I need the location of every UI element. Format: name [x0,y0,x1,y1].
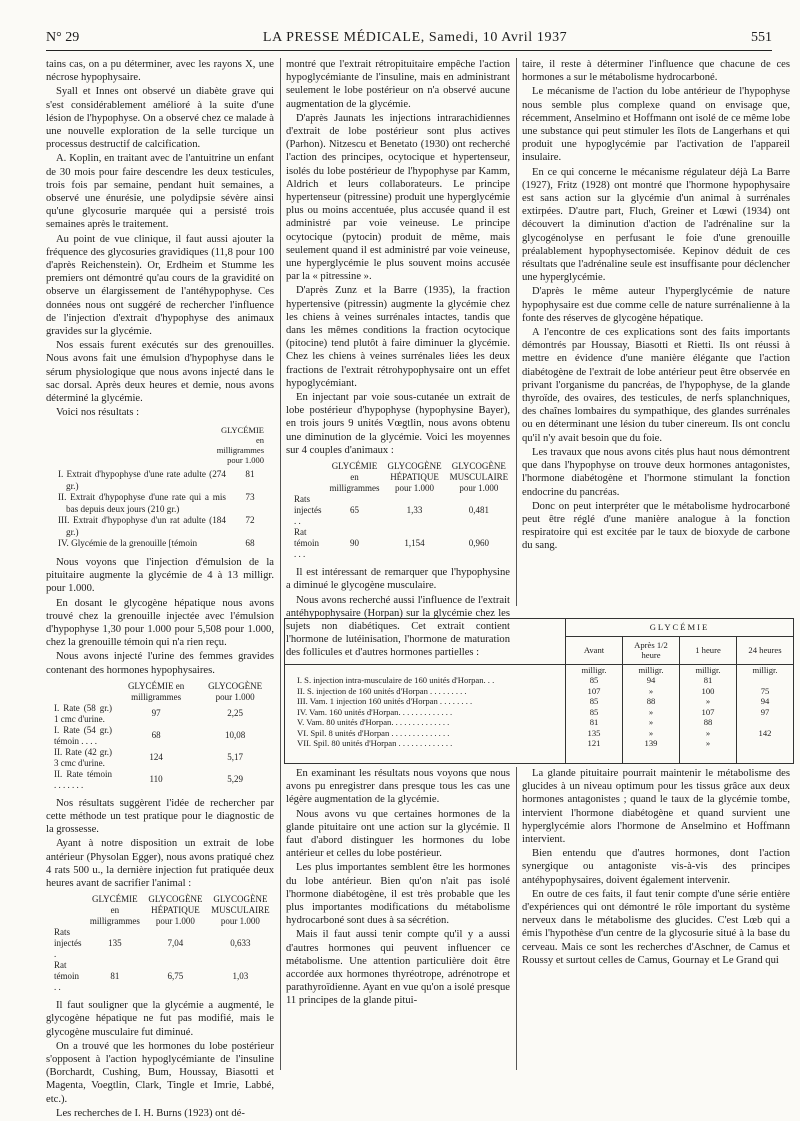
horpan-table: GLYCÉMIE Avant Après 1/2 heure 1 heure 24 heures milligr. milligr. milligr. milligr. I. S. injection intra-musculaire de 160 unités d'Horpan. . . 85 94 81 II. S. injection de 160 unités d'Horpan . . . . . . . . . 107 » 100 75 III. Vam. 1 injection 160 unités d'Horpan . . . . . . . . 85 88 » 94 IV. Vam. 160 unités d'Horpan. . . . . . . . . . . . . 85 » 107 97 V. Vam. 80 unités d'Horpan. . . . . . . . . . . . . . 81 » 88 VI. Spil. 8 unités d'Horpan . . . . . . . . . . . . . . 135 » » 142 VII. Spil. 80 unités d'Horpan . . . . . . . . . . . . . 121 139 » [284,618,794,764]
paragraph: Les plus importantes semblent être les hormones du lobe antérieur. Bien qu'on n'ait pas isolé l'hormone diabétogène, il est très probable que les plus importantes modifications du métabolisme hydrocarboné sont dues à sa sécrétion. [286,862,510,927]
column-2-bottom [286,767,510,1009]
paragraph: Nos résultats suggèrent l'idée de rechercher par cette méthode un test pratique pour le diagnostic de la grossesse. [46,797,274,836]
journal-title: LA PRESSE MÉDICALE, Samedi, 10 Avril 1937 [262,30,568,45]
paragraph: Les travaux que nous avons cités plus haut nous démontrent que dans l'hypophyse on trouve deux hormones antagonistes, l'hormone diabétogène et l'hormone stimulant la fonction endocrine du pancréas. [522,446,790,498]
table1-row: IV. Glycémie de la grenouille [témoin 68 [58,538,255,549]
issue-number: N° 29 [46,30,80,45]
paragraph: Il faut souligner que la glycémie a augmenté, le glycogène hépatique ne fut pas modifié, mais le glycogène musculaire fut diminué. [46,1000,274,1038]
paragraph: A. Koplin, en traitant avec de l'antuitrine un enfant de 30 mois pour faire descendre les deux testicules, trois fois par semaine, pendant huit semaines, a observé une énurésie, une polydipsie sévère ainsi qu'une glycosurie marquée qui a persisté trois semaines après le traitement. [46,153,274,231]
page-number: 551 [750,30,772,45]
paragraph: Voici nos résultats : [56,407,140,419]
table3: GLYCÉMIE en milligrammes GLYCOGÈNE HÉPATIQUE pour 1.000 GLYCOGÈNE MUSCULAIRE pour 1.000 Rats injectés . 135 7,04 0,633 Rat témoin . . 81 6,75 1,03 [50,894,274,993]
paragraph: D'après Zunz et la Barre (1935), la fraction hypertensive (pitressin) augmente la glycémie chez les chiens à veines surrénales intactes, tandis que dans les mêmes conditions la fraction ocytocique (pitocine) tend plutôt à faire diminuer la glycémie. Chez les chiens à veines surrénales liées les deux fractions de l'extrait rétrohypophysaire ont un effet hypoglycémiant. [286,285,510,389]
paragraph: Au point de vue clinique, il faut aussi ajouter la fréquence des glycosuries gravidiques (11,8 pour 100 d'après Reichenstein). Or, Erdheim et Stumme les premiers ont démontré qu'au cours de la gravidité on observe un élargissement de l'antéhypophyse. Ces données nous ont suggéré de rechercher l'influence de l'injection d'extrait d'hypophyse des animaux gravides sur la glycémie. [46,233,274,338]
page-header [46,22,772,51]
column-rule [280,58,281,1070]
paragraph: La glande pituitaire pourrait maintenir le métabolisme des glucides à un niveau optimum pour les tissus grâce aux deux hormones antagonistes ; quand le taux de la glycémie tombe, intervient l'hormone diabétogène et quand survient une hyperglycémie alors l'hormone de Anselmino et Hoffmann intervient. [522,768,790,846]
paragraph: Donc on peut interpréter que le métabolisme hydrocarboné peut être réglé d'une manière analogue à la fonction respiratoire qui est excitée par le taux de bioxyde de carbone du sang. [522,500,790,552]
paragraph: Nous avons recherché aussi l'influence de l'extrait antéhypophysaire (Horpan) sur la glycémie chez les sujets non diabétiques. Cet extrait contient l'hormone de lutéinisation, l'hormone de maturation des follicules et d'autres hormones partielles : [286,594,510,659]
horpan-row: III. Vam. 1 injection 160 unités d'Horpan . . . . . . . . 85 88 » 94 [285,696,793,707]
horpan-row: II. S. injection de 160 unités d'Horpan . . . . . . . . . 107 » 100 75 [285,686,793,697]
horpan-row: V. Vam. 80 unités d'Horpan. . . . . . . . . . . . . . 81 » 88 [285,717,793,728]
table2: GLYCÉMIE en milligrammes GLYCOGÈNE pour 1.000 I. Rate (58 gr.) 1 cmc d'urine. 97 2,25 I. Rate (54 gr.) témoin . . . . 68 10,08 II. Rate (42 gr.) 3 cmc d'urine. 124 5,17 II. Rate témoin . . . . . . . 110 5,29 [50,681,274,791]
table4: GLYCÉMIE en milligrammes GLYCOGÈNE HÉPATIQUE pour 1.000 GLYCOGÈNE MUSCULAIRE pour 1.000 Rats injectés . . 65 1,33 0,481 Rat témoin . . . 90 1,154 0,960 [290,461,512,560]
paragraph: Les recherches de I. H. Burns (1923) ont dé- [56,1107,245,1119]
paragraph: Syall et Innes ont observé un diabète grave qui s'est considérablement amélioré à la suite d'une lésion de l'hypophyse. On a observé chez ce malade à une nouvelle exploration de la selle turcique un processus destructif de calcification. [46,86,274,151]
column-3 [522,58,790,554]
table-row: Rats injectés . 135 7,04 0,633 [54,927,251,960]
paragraph: Ayant à notre disposition un extrait de lobe antérieur (Physolan Egger), nous avons pratiqué chez 4 rats 500 u., la dernière injection fut pratiquée deux heures avant de sacrifier l'animal : [46,838,274,890]
table-row: I. Rate (58 gr.) 1 cmc d'urine. 97 2,25 [54,702,243,724]
paragraph: En dosant le glycogène hépatique nous avons trouvé chez la grenouille injectée avec l'émulsion d'hypophyse 1,30 pour 1.000 pour 5,508 pour 1.000, chez la grenouille témoin qui n'a rien reçu. [46,597,274,649]
horpan-row: VI. Spil. 8 unités d'Horpan . . . . . . . . . . . . . . 135 » » 142 [285,728,793,739]
paragraph: A l'encontre de ces explications sont des faits importants démontrés par Houssay, Biasotti et Rietti. Ils ont réussi à mettre en évidence d'une manière élégante que l'action diabétogène de l'extrait de lobe antérieur peut être observée en privant l'organisme du pancréas, de l'hypophyse, de la glande thyroïde, des ovaires, des testicules, de nerfs splanchniques, des chaînes lombaires du sympathique, des glandes surrénales ou en déterminant une lésion du tuber cinereum. Ils ont conclu qu'il n'y avait besoin que du foie. [522,327,790,444]
paragraph: D'après le même auteur l'hyperglycémie de nature hypophysaire est due comme celle de nature surrénalienne à la fonte des réserves de glycogène hépatique. [522,286,790,324]
table-row: II. Rate (42 gr.) 3 cmc d'urine. 124 5,17 [54,746,243,768]
paragraph: D'après Jaunats les injections intrarachidiennes d'extrait de lobe postérieur sont plus actives (Parhon). Nitzescu et Benetato (1930) ont recherché l'action des principes, ocytocique et hypertenseur, isolés du lobe postérieur de l'hypophyse par Kamm, Aldrich et leurs collaborateurs. Le principe hypertenseur (pitressine) produit une hyperglycémie plus ou moins accentuée, plus accusée quand il est administré par voie veineuse. Le principe ocytocique (pytocin) produit de même, mais seulement quand il est administré par voie veineuse, une hyperglycémie le plus souvent moins accusée par la « pitressine ». [286,112,510,283]
table-row: Rat témoin . . . 90 1,154 0,960 [294,527,489,560]
paragraph: taire, il reste à déterminer l'influence que chacune de ces hormones a sur le métabolisme hydrocarboné. [522,59,790,84]
column-2 [286,58,510,661]
paragraph: Mais il faut aussi tenir compte qu'il y a aussi d'autres hormones qui peuvent influencer ce métabolisme. Une attention particulière doit être accordée aux hormones thyréotrope, adrénotrope et parathyroïdienne. Ayant en vue qu'on a isolé presque 11 principes de la glande pitui- [286,929,510,1007]
table1-row: I. Extrait d'hypophyse d'une rate adulte (274 gr.) 81 [58,469,255,491]
column-3-bottom [522,767,790,968]
column-rule [516,58,517,606]
paragraph: Nous avons vu que certaines hormones de la glande pituitaire ont une action sur la glycémie. Il faut d'abord distinguer les hormones du lobe antérieur et celles du lobe postérieur. [286,808,510,860]
paragraph: Il est intéressant de remarquer que l'hypophysine a diminué le glycogène musculaire. [286,567,510,592]
paragraph: tains cas, on a pu déterminer, avec les rayons X, une nécrose hypophysaire. [46,59,274,84]
paragraph: Nous voyons que l'injection d'émulsion de la pituitaire augmente la glycémie de 4 à 13 milligr. pour 1.000. [46,556,274,595]
paragraph: Nous avons injecté l'urine des femmes gravides contenant des hormones hypophysaires. [46,651,274,676]
paragraph: montré que l'extrait rétropituitaire empêche l'action hypoglycémiante de l'insuline, mais en administrant seulement le lobe postérieur on n'a observé aucune augmentation de la glycémie. [286,59,510,110]
horpan-row: IV. Vam. 160 unités d'Horpan. . . . . . . . . . . . . 85 » 107 97 [285,707,793,718]
paragraph: Bien entendu que d'autres hormones, dont l'action synergique ou antagoniste vis-à-vis des principes antéhypophysaires, doivent également intervenir. [522,848,790,886]
paragraph: En injectant par voie sous-cutanée un extrait de lobe postérieur d'hypophyse (hypophysine Bayer), en trois jours 9 unités Vœgtlin, nous avons obtenu une diminution de la glycémie. Voici les moyennes sur 4 couples d'animaux : [286,392,510,456]
paragraph: On a trouvé que les hormones du lobe postérieur s'opposent à l'action hypoglycémiante de l'insuline (Borchardt, Cushing, Bum, Houssay, Biasotti et Magenta, Voegtlin, Clark, Tingle et Imrie, Labbé, etc.). [46,1040,274,1105]
table-row: Rats injectés . . 65 1,33 0,481 [294,494,489,527]
table1-header: GLYCÉMIE en milligrammes pour 1.000 [216,425,264,466]
table-row: I. Rate (54 gr.) témoin . . . . 68 10,08 [54,724,246,746]
paragraph: Nos essais furent exécutés sur des grenouilles. Nous avons fait une émulsion d'hypophyse dans le sérum physiologique que nous avons injecté dans le sac dorsal. Après deux heures et demie, nous avons déterminé la glycémie. [46,340,274,405]
table1-row: II. Extrait d'hypophyse d'une rate qui a mis bas depuis deux jours (210 gr.) 73 [58,492,255,514]
table1-row: III. Extrait d'hypophyse d'un rat adulte (184 gr.) 72 [58,515,255,537]
table1 [46,469,274,550]
paragraph: En examinant les résultats nous voyons que nous avons pu enregistrer dans presque tous les cas une légère augmentation de la glycémie. [286,768,510,806]
horpan-row: I. S. injection intra-musculaire de 160 unités d'Horpan. . . 85 94 81 [285,675,793,686]
paragraph: Le mécanisme de l'action du lobe antérieur de l'hypophyse nous semble plus complexe quand on envisage que, récemment, Anselmino et Hoffmann ont isolé de ce même lobe une substance qui peut stimuler les îlots de Langerhans et qui produit une hypoglycémie par l'activation de l'appareil insulaire. [522,86,790,164]
column-1 [46,58,274,1121]
table-row: Rat témoin . . 81 6,75 1,03 [54,960,249,993]
paragraph: En ce qui concerne le mécanisme régulateur déjà La Barre (1927), Fritz (1928) ont montré que l'hormone hypophysaire est sans action sur la glycémie d'un animal à surrénales extirpées. D'autre part, Fluch, Greiner et Lœwi (1934) ont découvert la diminution d'action de l'adrénaline sur la glycogénolyse en perfusant le foie d'une grenouille préalablement hypophysectomisée. Kepinov déduit de ces résultats que l'adrénaline seule est insuffisante pour déclencher une hyperglycémie. [522,166,790,284]
paragraph: En outre de ces faits, il faut tenir compte d'une série entière d'expériences qui ont démontré le rôle important du système nerveux dans le métabolisme des glucides. C'est Lœb qui a émis l'hypothèse d'un centre de la glycosurie situé à la base du cerveau. Mais ce sont les recherches d'Aschner, de Camus et Roussy et surtout celles de Camus, Gournay et Le Grand qui [522,888,790,966]
column-rule [516,767,517,1070]
horpan-row: VII. Spil. 80 unités d'Horpan . . . . . . . . . . . . . 121 139 » [285,738,793,749]
table-row: II. Rate témoin . . . . . . . 110 5,29 [54,768,243,790]
